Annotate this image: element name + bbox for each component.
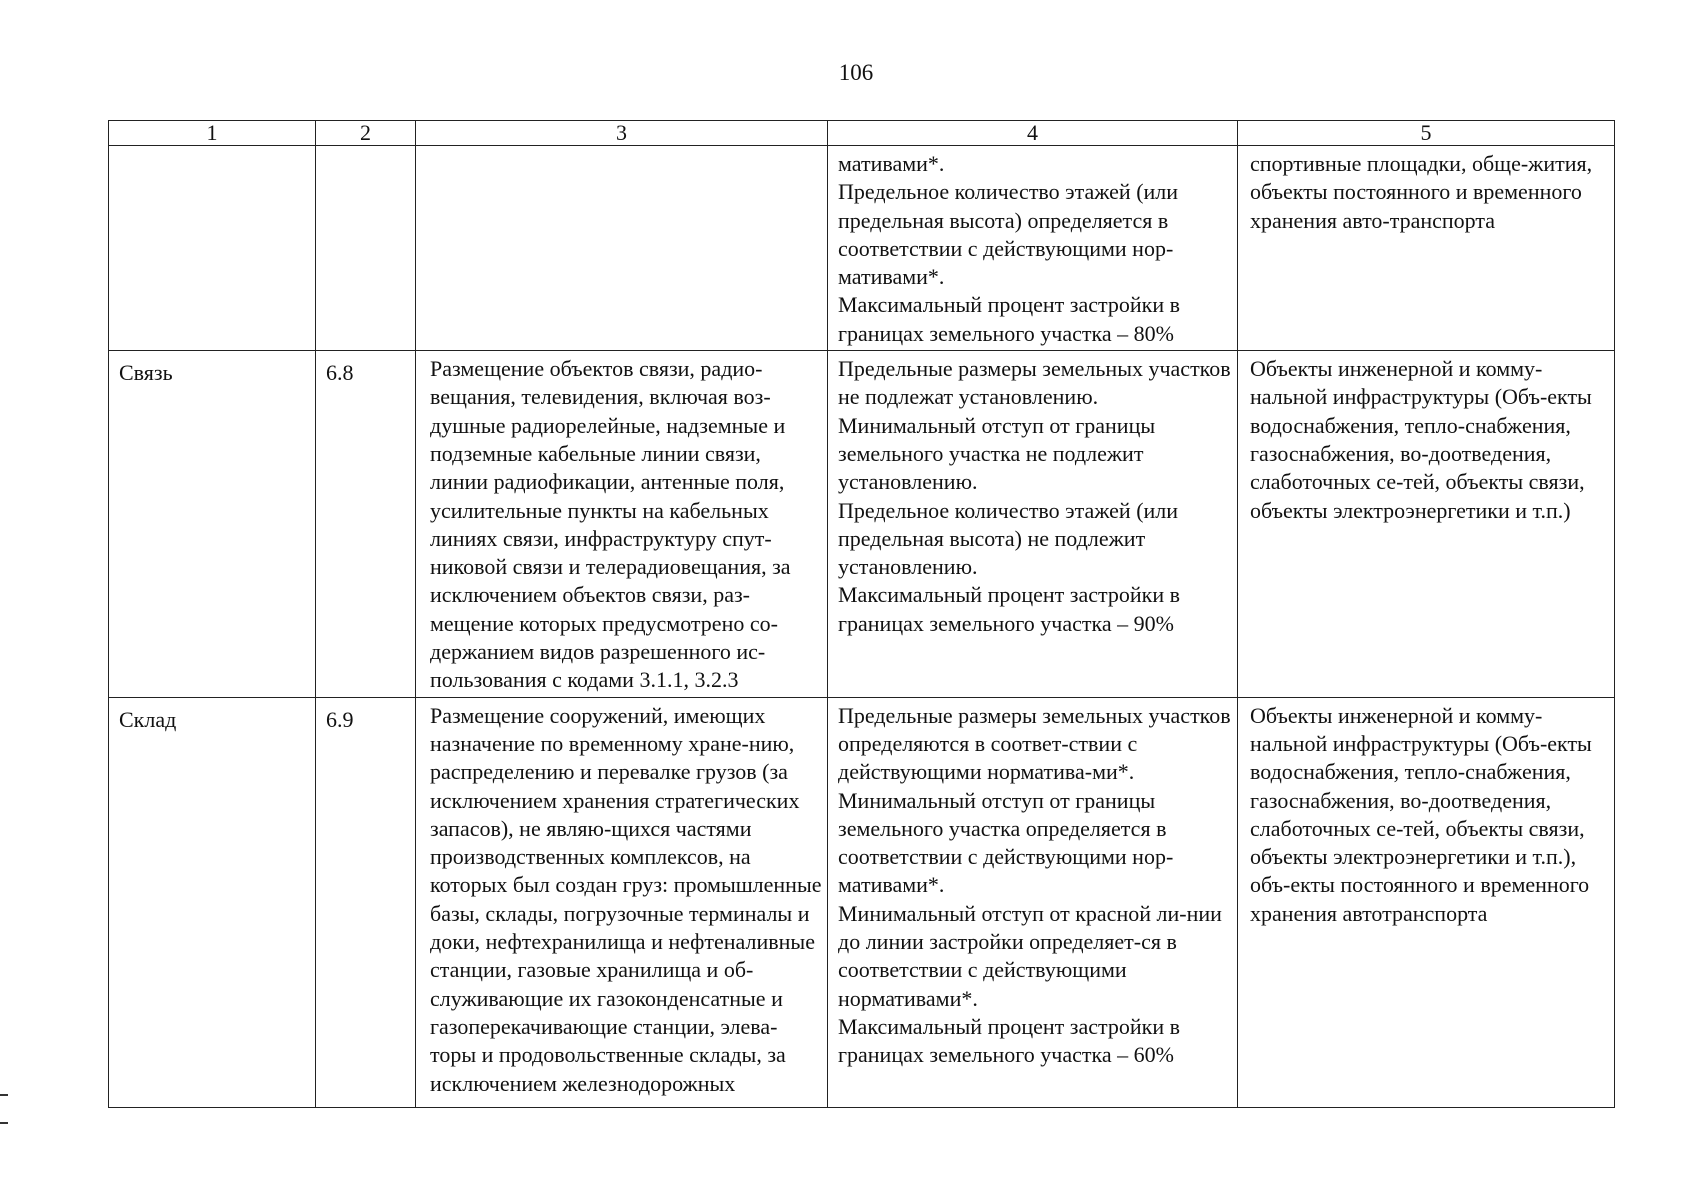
auxiliary-uses-cell: Объекты инженерной и комму-нальной инфраструктуры (Объ-екты водоснабжения, тепло-снабжения, газоснабжения, во-доотведения, слаботочных се-тей, объекты связи, объекты электроэнергетики и т.п.) bbox=[1238, 351, 1615, 698]
cell-paragraph: Предельное количество этажей (или предельная высота) определяется в соответствии с действующими нор-мативами*. bbox=[838, 179, 1179, 290]
cell-paragraph: Предельные размеры земельных участков определяются в соответ-ствии с действующими норматива-ми*. bbox=[838, 702, 1231, 785]
parameters-cell bbox=[828, 697, 1238, 1107]
use-type-cell bbox=[109, 146, 316, 351]
table-row bbox=[109, 351, 1615, 698]
cell-paragraph: Минимальный отступ от границы земельного участка не подлежит установлению. bbox=[838, 412, 1156, 495]
parameters-cell bbox=[828, 351, 1238, 698]
column-header: 2 bbox=[316, 121, 416, 146]
use-description-cell: Размещение объектов связи, радио-вещания, телевидения, включая воз-душные радиорелейные, надземные и подземные кабельные линии связи, линии радиофикации, антенные поля, усилительные пункты на кабельных линиях связи, инфраструктуру спут-никовой связи и телерадиовещания, за исключением объектов связи, раз-мещение которых предусмотрено со-держанием видов разрешенного ис-пользования с кодами 3.1.1, 3.2.3 bbox=[416, 351, 828, 698]
page-number: 106 bbox=[838, 60, 874, 85]
use-code-cell bbox=[316, 146, 416, 351]
use-type-cell: Связь bbox=[109, 351, 316, 698]
cell-paragraph: Предельное количество этажей (или предельная высота) не подлежит установлению. bbox=[838, 497, 1179, 580]
margin-mark bbox=[0, 1122, 8, 1124]
column-header: 5 bbox=[1238, 121, 1615, 146]
cell-paragraph: Максимальный процент застройки в границах земельного участка – 90% bbox=[838, 582, 1180, 636]
column-header: 4 bbox=[828, 121, 1238, 146]
table-row bbox=[109, 697, 1615, 1107]
cell-paragraph: Предельные размеры земельных участков не подлежат установлению. bbox=[838, 356, 1231, 410]
land-use-table bbox=[108, 120, 1615, 1108]
use-type-cell: Склад bbox=[109, 697, 316, 1107]
cell-paragraph: Максимальный процент застройки в границах земельного участка – 60% bbox=[838, 1013, 1180, 1068]
auxiliary-uses-cell: спортивные площадки, обще-жития, объекты постоянного и временного хранения авто-транспорта bbox=[1238, 146, 1615, 351]
margin-mark bbox=[0, 1094, 8, 1096]
table-row bbox=[109, 146, 1615, 351]
cell-paragraph: Минимальный отступ от границы земельного участка определяется в соответствии с действующими нор-мативами*. bbox=[838, 787, 1174, 898]
cell-paragraph: Минимальный отступ от красной ли-нии до линии застройки определяет-ся в соответствии с действующими нормативами*. bbox=[838, 900, 1222, 1011]
header-row bbox=[109, 121, 1615, 146]
column-header: 1 bbox=[109, 121, 316, 146]
use-code-cell: 6.9 bbox=[316, 697, 416, 1107]
cell-paragraph: Максимальный процент застройки в границах земельного участка – 80% bbox=[838, 292, 1180, 346]
parameters-cell bbox=[828, 146, 1238, 351]
use-description-cell: Размещение сооружений, имеющих назначение по временному хране-нию, распределению и перевалке грузов (за исключением хранения стратегических запасов), не являю-щихся частями производственных комплексов, на которых был создан груз: промышленные базы, склады, погрузочные терминалы и доки, нефтехранилища и нефтеналивные станции, газовые хранилища и об-служивающие их газоконденсатные и газоперекачивающие станции, элева-торы и продовольственные склады, за исключением железнодорожных bbox=[416, 697, 828, 1107]
use-code-cell: 6.8 bbox=[316, 351, 416, 698]
use-description-cell bbox=[416, 146, 828, 351]
cell-paragraph: мативами*. bbox=[838, 151, 945, 176]
auxiliary-uses-cell: Объекты инженерной и комму-нальной инфраструктуры (Объ-екты водоснабжения, тепло-снабжения, газоснабжения, во-доотведения, слаботочных се-тей, объекты связи, объекты электроэнергетики и т.п.), объ-екты постоянного и временного хранения автотранспорта bbox=[1238, 697, 1615, 1107]
column-header: 3 bbox=[416, 121, 828, 146]
